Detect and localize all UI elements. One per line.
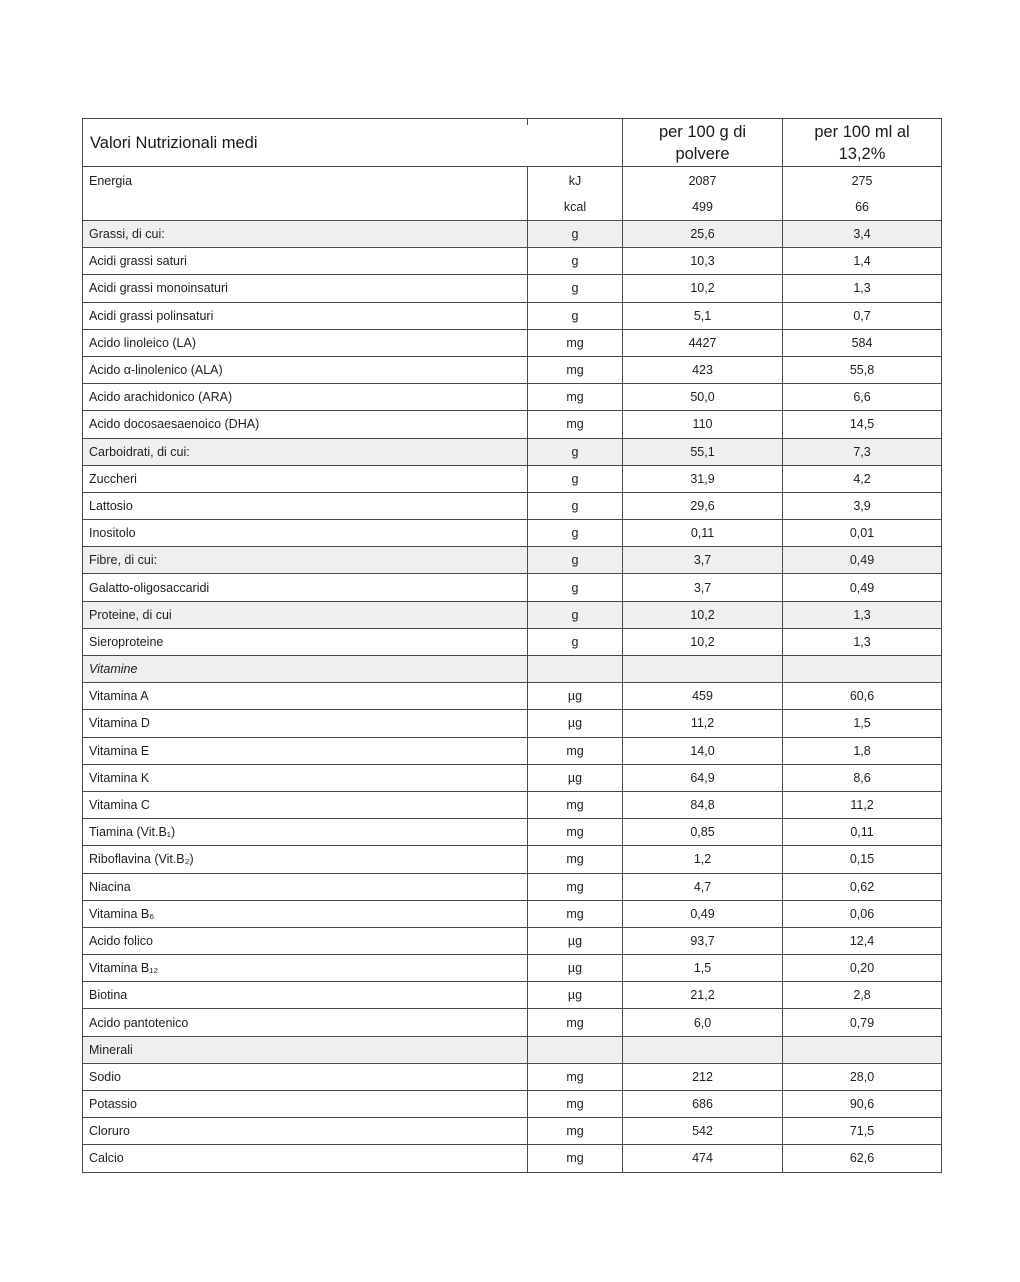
table-row: [83, 628, 942, 655]
unit-cell: mg: [528, 356, 623, 383]
value-per-100g: 0,85: [623, 819, 783, 846]
value-per-100ml: 14,5: [783, 411, 942, 438]
unit-cell: mg: [528, 411, 623, 438]
value-per-100ml: 60,6: [783, 683, 942, 710]
nutrient-label: Acidi grassi monoinsaturi: [83, 275, 528, 302]
energy-unit-kcal: kcal: [563, 200, 587, 214]
value-per-100g: 423: [623, 356, 783, 383]
value-per-100g: 84,8: [623, 791, 783, 818]
unit-cell: g: [528, 574, 623, 601]
value-per-100ml: 1,8: [783, 737, 942, 764]
table-row: [83, 819, 942, 846]
table-title: Valori Nutrizionali medi: [83, 119, 623, 167]
value-per-100ml: 1,5: [783, 710, 942, 737]
table-row: [83, 710, 942, 737]
nutrient-label: Acidi grassi polinsaturi: [83, 302, 528, 329]
energy-unit-kj: kJ: [568, 174, 582, 188]
table-row: [83, 1091, 942, 1118]
value-per-100g: 14,0: [623, 737, 783, 764]
nutrient-label: Riboflavina (Vit.B₂): [83, 846, 528, 873]
table-row: [83, 846, 942, 873]
value-per-100g: 25,6: [623, 221, 783, 248]
unit-cell: mg: [528, 819, 623, 846]
nutrient-label: Lattosio: [83, 492, 528, 519]
unit-cell: g: [528, 248, 623, 275]
table-row: [83, 574, 942, 601]
unit-cell: [528, 656, 623, 683]
energy-label: Energia: [89, 174, 133, 188]
unit-cell: [528, 1036, 623, 1063]
nutrient-label: Vitamina A: [83, 683, 528, 710]
value-per-100ml: 0,62: [783, 873, 942, 900]
table-row: [83, 492, 942, 519]
value-per-100g: 10,2: [623, 628, 783, 655]
value-per-100ml: 0,11: [783, 819, 942, 846]
table-row: [83, 221, 942, 248]
table-row: [83, 547, 942, 574]
unit-cell: µg: [528, 927, 623, 954]
value-per-100ml: 0,15: [783, 846, 942, 873]
nutrient-label: Vitamina K: [83, 764, 528, 791]
value-per-100ml: 3,4: [783, 221, 942, 248]
value-per-100g: 0,49: [623, 900, 783, 927]
value-per-100g: 5,1: [623, 302, 783, 329]
unit-cell: g: [528, 520, 623, 547]
nutrient-label: Sieroproteine: [83, 628, 528, 655]
unit-cell: µg: [528, 955, 623, 982]
energy-kj-per-100g: 2087: [688, 174, 717, 188]
value-per-100ml: 28,0: [783, 1063, 942, 1090]
unit-cell: g: [528, 221, 623, 248]
nutrient-label: Minerali: [83, 1036, 528, 1063]
value-per-100ml: 3,9: [783, 492, 942, 519]
nutrient-label: Vitamina C: [83, 791, 528, 818]
unit-cell: [528, 167, 623, 221]
table-row: [83, 955, 942, 982]
nutrient-label: Sodio: [83, 1063, 528, 1090]
nutrient-label: Proteine, di cui: [83, 601, 528, 628]
value-per-100g: 6,0: [623, 1009, 783, 1036]
nutrient-label: Acido arachidonico (ARA): [83, 384, 528, 411]
table-row: [83, 248, 942, 275]
nutrient-label: Vitamina D: [83, 710, 528, 737]
table-row: [83, 927, 942, 954]
nutrient-label: Acidi grassi saturi: [83, 248, 528, 275]
table-row: [83, 411, 942, 438]
unit-cell: mg: [528, 737, 623, 764]
table-row: [83, 520, 942, 547]
unit-cell: g: [528, 275, 623, 302]
value-per-100ml: 7,3: [783, 438, 942, 465]
nutrient-label: Zuccheri: [83, 465, 528, 492]
nutrient-label: Acido linoleico (LA): [83, 329, 528, 356]
value-per-100ml: 1,3: [783, 628, 942, 655]
energy-kj-per-100ml: 275: [851, 174, 873, 188]
table-row: [83, 656, 942, 683]
value-per-100ml: 2,8: [783, 982, 942, 1009]
nutrient-label: Vitamina B₁₂: [83, 955, 528, 982]
value-per-100ml: [783, 167, 942, 221]
nutrient-label: Vitamine: [83, 656, 528, 683]
table-row: [83, 1063, 942, 1090]
value-per-100ml: [783, 656, 942, 683]
table-row: [83, 764, 942, 791]
unit-cell: g: [528, 465, 623, 492]
value-per-100ml: 8,6: [783, 764, 942, 791]
nutrient-label: Inositolo: [83, 520, 528, 547]
value-per-100g: [623, 1036, 783, 1063]
value-per-100ml: 0,49: [783, 547, 942, 574]
unit-cell: mg: [528, 1091, 623, 1118]
value-per-100g: 31,9: [623, 465, 783, 492]
nutrient-label: Fibre, di cui:: [83, 547, 528, 574]
value-per-100ml: 1,3: [783, 275, 942, 302]
nutrition-table: [82, 118, 942, 1173]
value-per-100g: 4427: [623, 329, 783, 356]
nutrient-label: Calcio: [83, 1145, 528, 1172]
table-row: [83, 791, 942, 818]
table-row: [83, 683, 942, 710]
value-per-100ml: 0,7: [783, 302, 942, 329]
value-per-100g: 10,3: [623, 248, 783, 275]
value-per-100g: 0,11: [623, 520, 783, 547]
unit-cell: g: [528, 438, 623, 465]
value-per-100ml: 55,8: [783, 356, 942, 383]
value-per-100g: [623, 167, 783, 221]
value-per-100ml: 90,6: [783, 1091, 942, 1118]
unit-cell: mg: [528, 900, 623, 927]
value-per-100g: 542: [623, 1118, 783, 1145]
energy-kcal-per-100ml: 66: [855, 200, 869, 214]
value-per-100ml: 6,6: [783, 384, 942, 411]
table-row: [83, 1145, 942, 1172]
value-per-100g: 474: [623, 1145, 783, 1172]
value-per-100g: 64,9: [623, 764, 783, 791]
unit-cell: mg: [528, 791, 623, 818]
unit-cell: mg: [528, 1145, 623, 1172]
value-per-100g: 1,2: [623, 846, 783, 873]
table-row: [83, 302, 942, 329]
value-per-100ml: 0,79: [783, 1009, 942, 1036]
value-per-100ml: 1,3: [783, 601, 942, 628]
nutrient-label: Vitamina B₆: [83, 900, 528, 927]
unit-cell: g: [528, 601, 623, 628]
value-per-100g: 55,1: [623, 438, 783, 465]
table-row: [83, 329, 942, 356]
nutrient-label: Carboidrati, di cui:: [83, 438, 528, 465]
energy-row: [83, 167, 942, 221]
unit-cell: g: [528, 302, 623, 329]
table-row: [83, 873, 942, 900]
value-per-100ml: 4,2: [783, 465, 942, 492]
value-per-100ml: 71,5: [783, 1118, 942, 1145]
value-per-100ml: 1,4: [783, 248, 942, 275]
unit-cell: mg: [528, 329, 623, 356]
table-row: [83, 1009, 942, 1036]
nutrient-label: Cloruro: [83, 1118, 528, 1145]
unit-cell: µg: [528, 764, 623, 791]
nutrient-label: Tiamina (Vit.B₁): [83, 819, 528, 846]
value-per-100g: 3,7: [623, 547, 783, 574]
nutrient-label: Niacina: [83, 873, 528, 900]
unit-cell: g: [528, 492, 623, 519]
column-header-per-100ml: per 100 ml al 13,2%: [783, 119, 942, 167]
nutrient-label: Acido folico: [83, 927, 528, 954]
table-row: [83, 1118, 942, 1145]
unit-cell: µg: [528, 710, 623, 737]
unit-cell: µg: [528, 683, 623, 710]
value-per-100ml: 0,20: [783, 955, 942, 982]
value-per-100g: 686: [623, 1091, 783, 1118]
unit-cell: µg: [528, 982, 623, 1009]
value-per-100ml: 12,4: [783, 927, 942, 954]
nutrient-label: Acido α-linolenico (ALA): [83, 356, 528, 383]
value-per-100ml: 11,2: [783, 791, 942, 818]
unit-cell: mg: [528, 384, 623, 411]
column-header-per-100g: per 100 g di polvere: [623, 119, 783, 167]
value-per-100g: 110: [623, 411, 783, 438]
value-per-100g: 212: [623, 1063, 783, 1090]
table-row: [83, 275, 942, 302]
table-row: [83, 465, 942, 492]
value-per-100ml: 0,01: [783, 520, 942, 547]
value-per-100g: 93,7: [623, 927, 783, 954]
value-per-100ml: 0,49: [783, 574, 942, 601]
nutrient-label: [83, 167, 528, 221]
value-per-100ml: 62,6: [783, 1145, 942, 1172]
table-row: [83, 356, 942, 383]
table-row: [83, 737, 942, 764]
value-per-100g: 50,0: [623, 384, 783, 411]
value-per-100g: 21,2: [623, 982, 783, 1009]
table-row: [83, 601, 942, 628]
value-per-100ml: [783, 1036, 942, 1063]
value-per-100g: 4,7: [623, 873, 783, 900]
value-per-100g: 11,2: [623, 710, 783, 737]
nutrient-label: Acido pantotenico: [83, 1009, 528, 1036]
value-per-100g: 3,7: [623, 574, 783, 601]
value-per-100g: 29,6: [623, 492, 783, 519]
nutrient-label: Potassio: [83, 1091, 528, 1118]
table-row: [83, 438, 942, 465]
value-per-100g: 459: [623, 683, 783, 710]
unit-cell: mg: [528, 1063, 623, 1090]
unit-cell: mg: [528, 1118, 623, 1145]
nutrient-label: Galatto-oligosaccaridi: [83, 574, 528, 601]
table-row: [83, 384, 942, 411]
table-header-row: [83, 119, 942, 167]
value-per-100ml: 584: [783, 329, 942, 356]
value-per-100g: 10,2: [623, 275, 783, 302]
nutrient-label: Biotina: [83, 982, 528, 1009]
value-per-100g: 1,5: [623, 955, 783, 982]
unit-cell: g: [528, 628, 623, 655]
value-per-100g: 10,2: [623, 601, 783, 628]
energy-kcal-per-100g: 499: [692, 200, 713, 214]
value-per-100ml: 0,06: [783, 900, 942, 927]
table-row: [83, 900, 942, 927]
unit-cell: mg: [528, 846, 623, 873]
value-per-100g: [623, 656, 783, 683]
table-row: [83, 1036, 942, 1063]
nutrient-label: Vitamina E: [83, 737, 528, 764]
unit-cell: mg: [528, 1009, 623, 1036]
unit-cell: g: [528, 547, 623, 574]
nutrient-label: Grassi, di cui:: [83, 221, 528, 248]
unit-cell: mg: [528, 873, 623, 900]
table-row: [83, 982, 942, 1009]
nutrient-label: Acido docosaesaenoico (DHA): [83, 411, 528, 438]
